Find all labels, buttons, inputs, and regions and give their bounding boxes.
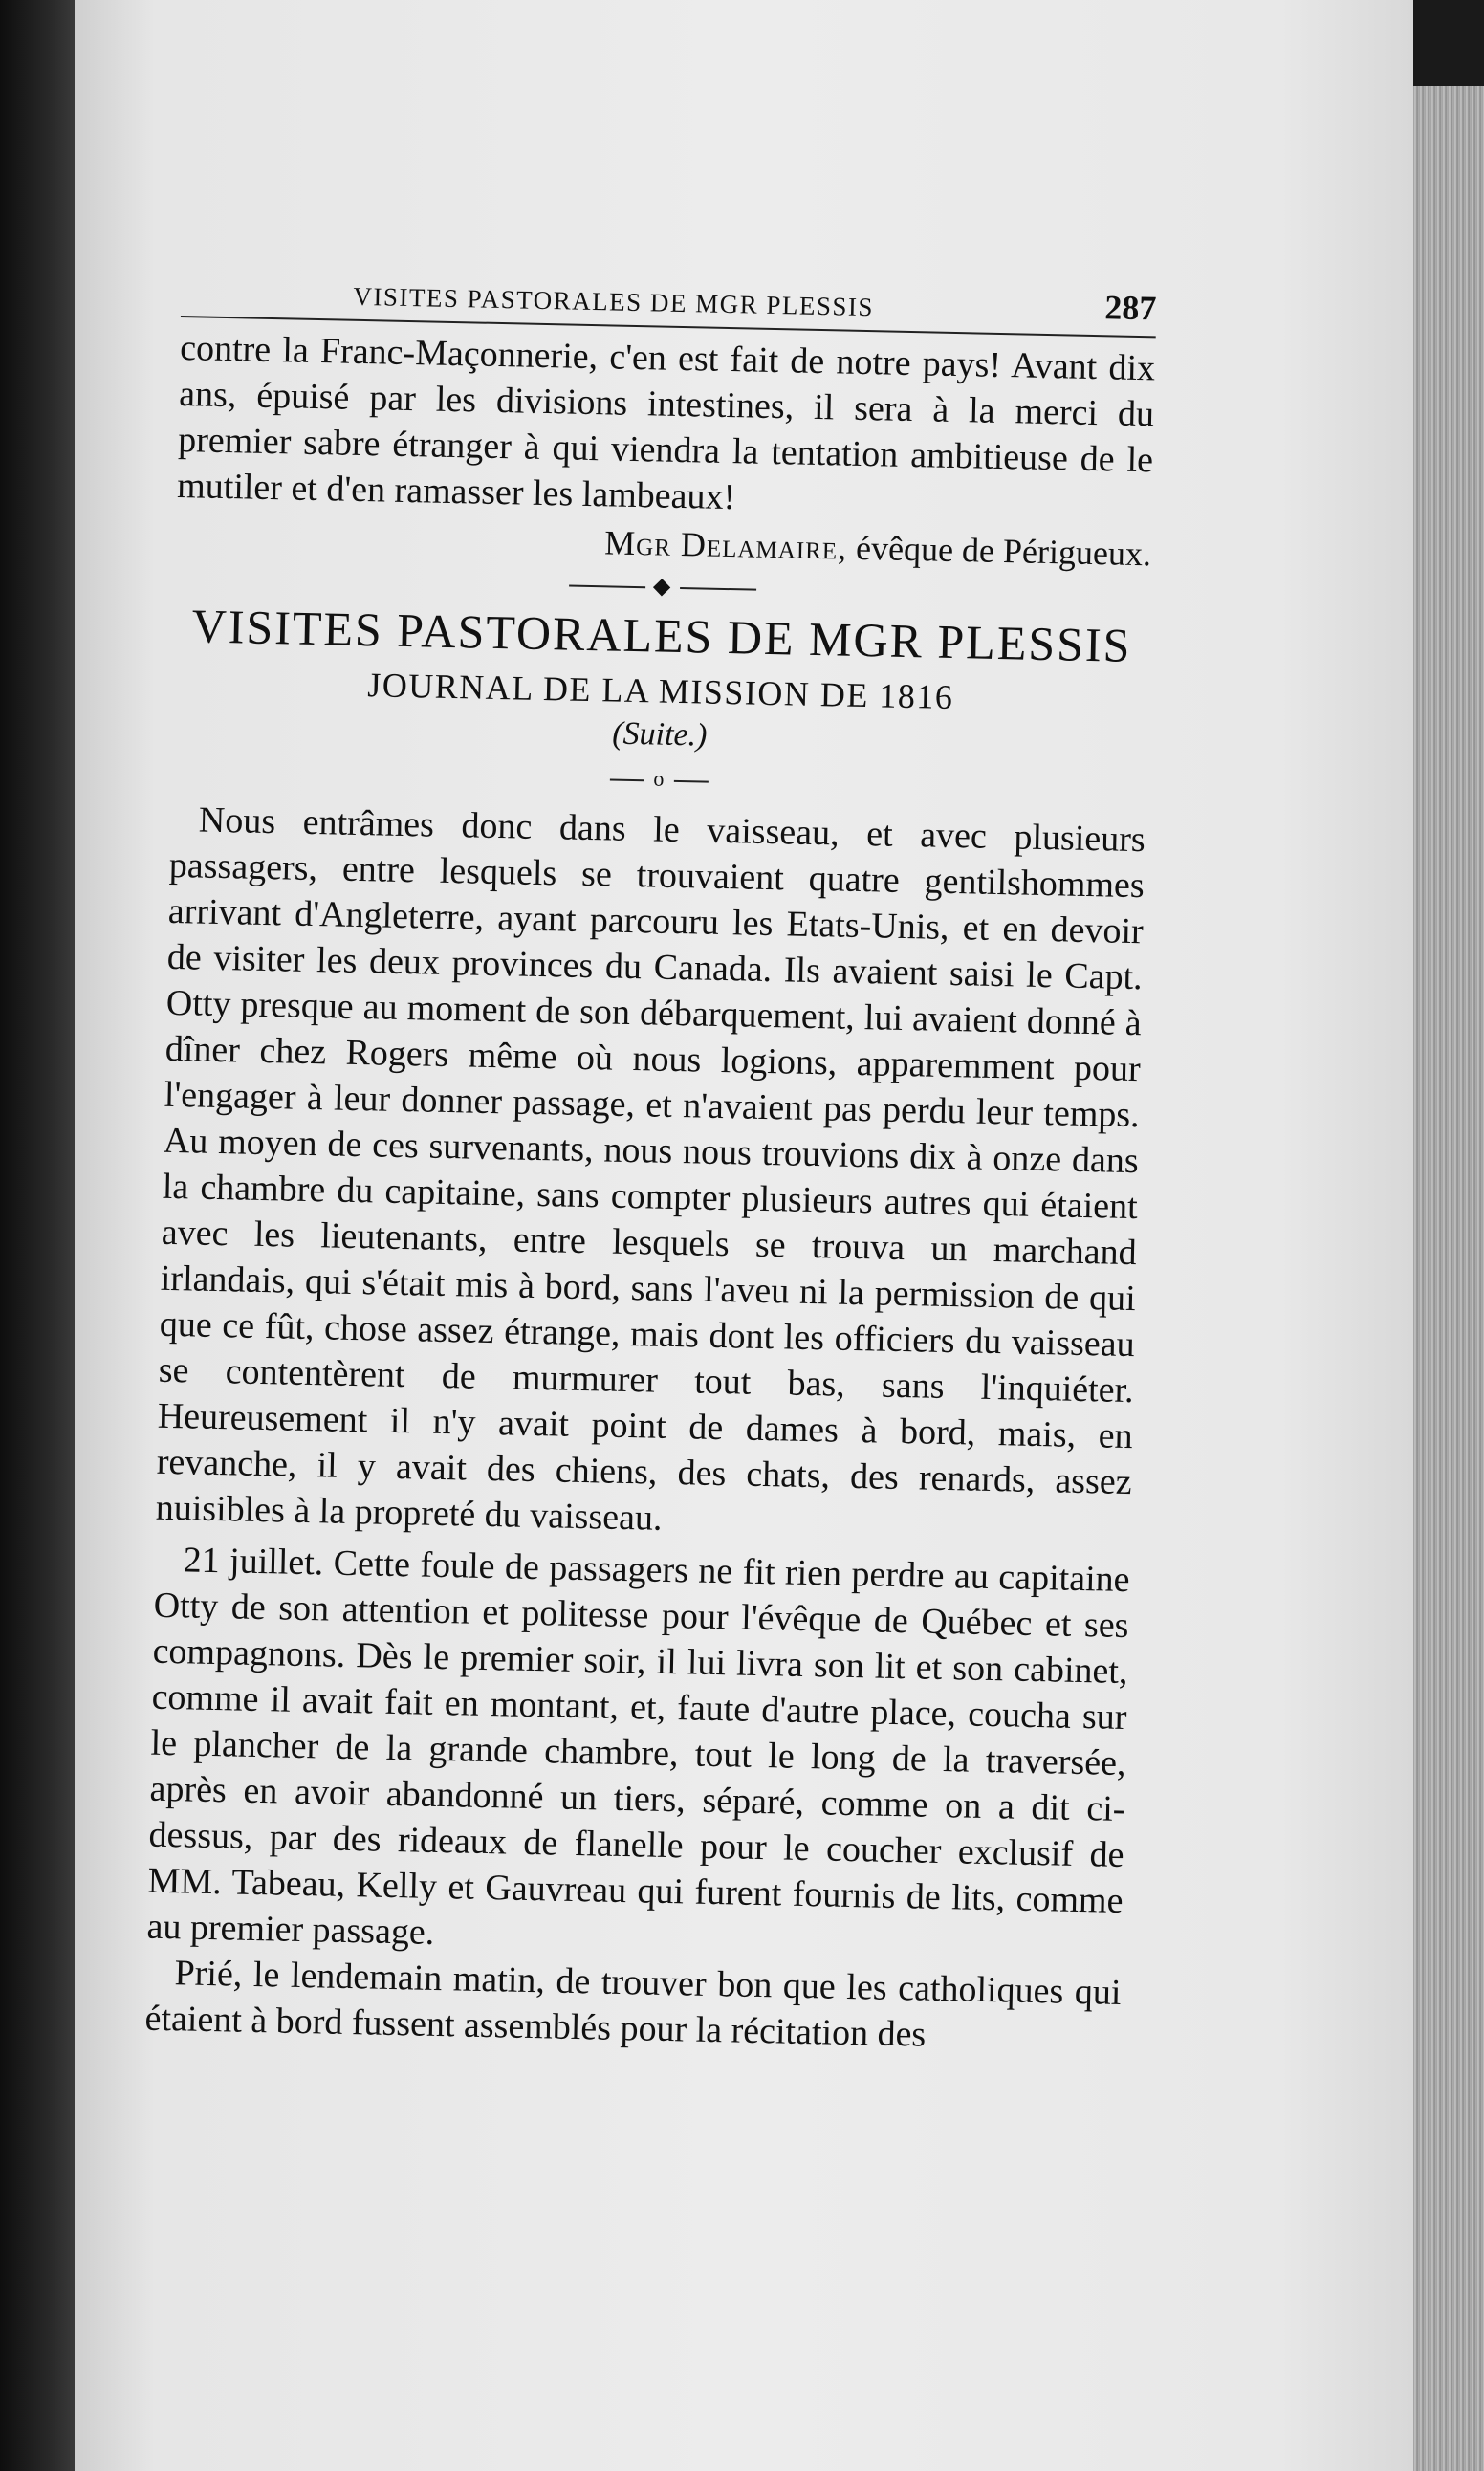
page-content [144,268,1157,2062]
article-subtitle: JOURNAL DE LA MISSION DE 1816 [366,666,954,717]
section-divider [171,756,1146,801]
paragraph: Nous entrâmes donc dans le vaisseau, et avec plusieurs passagers, entre lesquels se trouvaient quatre gentilshommes arrivant d'Angleterre, ayant parcouru les Etats-Unis, et en devoir de visiter les deux provinces du Canada. Ils avaient saisi le Capt. Otty presque au moment de son débarquement, lui avaient donné à dîner chez Rogers même où nous logions, apparemment pour l'engager à leur donner passage, et n'avaient pas perdu leur temps. Au moyen de ces survenants, nous nous trouvions dix à onze dans la chambre du capitaine, sans compter plusieurs autres qui étaient avec les lieutenants, entre lesquels se trouva un marchand irlandais, qui s'était mis à bord, sans l'aveu ni la permission de qui que ce fût, chose assez étrange, mais dont les officiers du vaisseau se contentèrent de murmurer tout bas, sans l'inquiéter. Heureusement il n'y avait point de dames à bord, mais, en revanche, il y avait des chiens, des chats, des renards, assez nuisibles à la propreté du vaisseau. [155,799,1146,1539]
scan-border [0,0,75,2471]
running-title: VISITES PASTORALES DE MGR PLESSIS [353,281,875,322]
page-edges [1413,86,1484,2471]
divider-mark: o [653,766,665,791]
signature-title: évêque de Périgueux. [855,528,1152,574]
article-suite: (Suite.) [611,715,708,754]
paragraph: Prié, le lendemain matin, de trouver bon que les catholiques qui étaient à bord fussent assemblés pour la récitation des [144,1953,1122,2055]
paragraph: 21 juillet. Cette foule de passagers ne fit rien perdre au capitaine Otty de son attention et politesse pour l'évêque de Québec et ses compagnons. Dès le premier soir, il lui livra son lit et son cabinet, comme il avait fait en montant, et, faute d'autre place, coucha sur le plancher de la grande chambre, tout le long de la traversée, après en avoir abandonné un tiers, séparé, comme on a dit ci-dessus, par des rideaux de flanelle pour le coucher exclusif de MM. Tabeau, Kelly et Gauvreau qui furent fournis de lits, comme au premier passage. [146,1540,1130,1953]
signature-name: Mgr Delamaire, [603,523,848,567]
page-number: 287 [1103,288,1157,328]
ornament-divider: ◆ [175,562,1150,610]
quote-text: contre la Franc-Maçonnerie, c'en est fait de notre pays! Avant dix ans, épuisé par les divisions intestines, il sera à la merci du premier sabre étranger à qui viendra la tentation ambitieuse de le mutiler et d'en ramasser les lambeaux! [176,327,1156,518]
article-title: VISITES PASTORALES DE MGR PLESSIS [191,599,1132,672]
